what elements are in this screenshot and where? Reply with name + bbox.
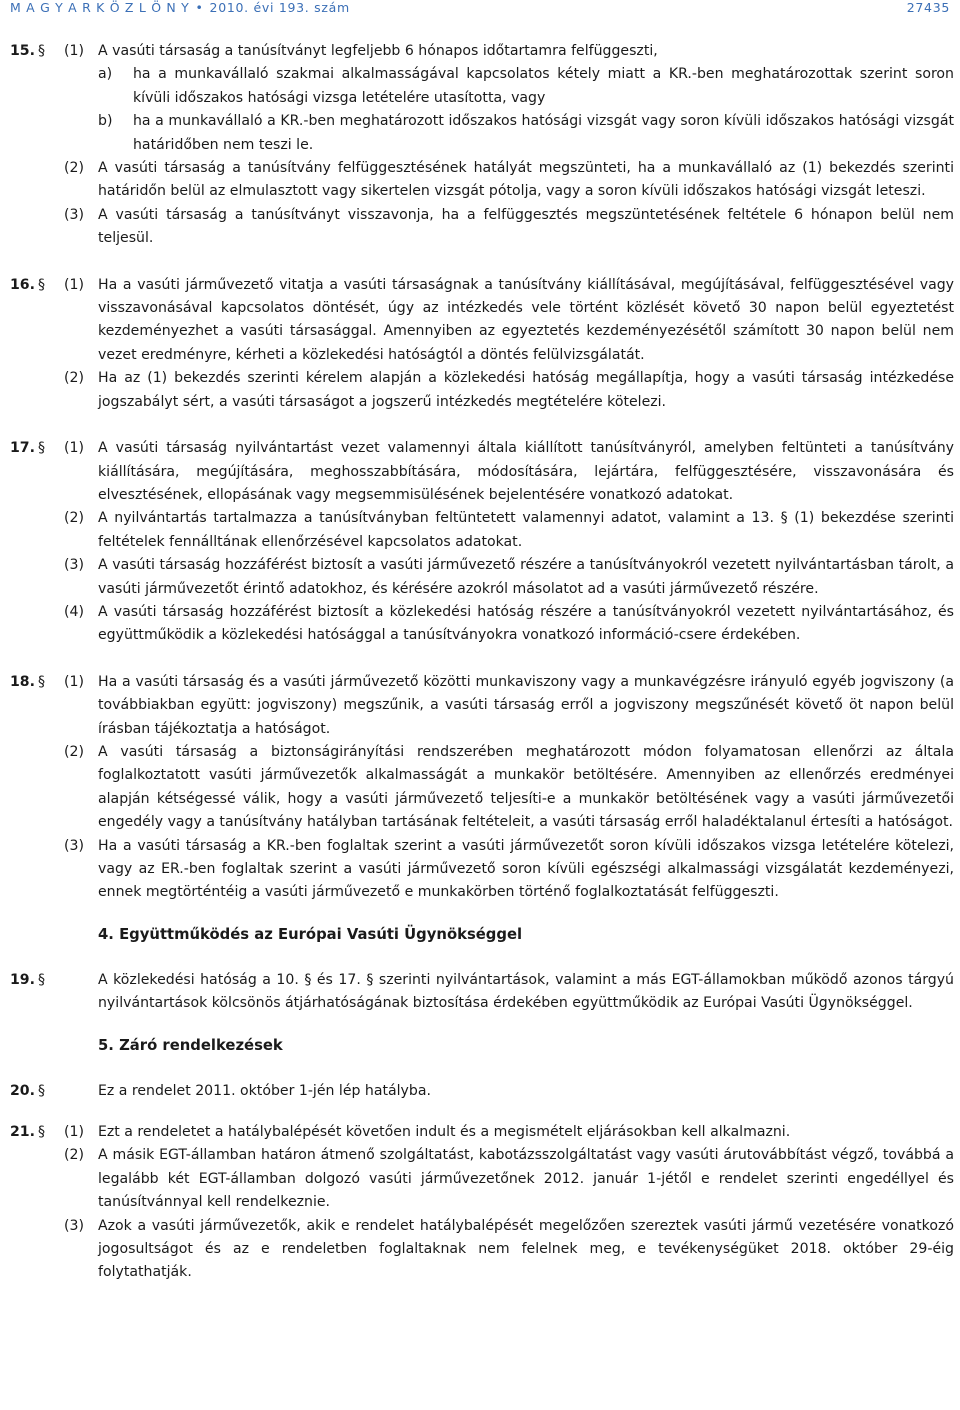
section-19 [10,969,954,1016]
paragraph-number: (3) [64,206,84,223]
point-label: b) [98,113,113,130]
paragraph-2 [64,507,954,554]
paragraph-1 [64,1121,954,1144]
issue-number: 2010. évi 193. szám [209,0,350,15]
paragraph-number: (4) [64,603,84,620]
paragraph-text: Ezt a rendeletet a hatálybalépését követően indult és a megismételt eljárásokban kell alkalmazni. [98,1124,791,1141]
paragraph-text: Ha az (1) bekezdés szerinti kérelem alapján a közlekedési hatóság megállapítja, hogy a vasúti társaság intézkedése jogszabályt sért, a vasúti társaságot a jogszerű intézkedés megtételére kötelezi. [98,370,954,410]
paragraph-text: Ha a vasúti társaság és a vasúti járművezető közötti munkaviszony vagy a munkavégzésre irányuló egyéb jogviszony (a továbbiakban együtt: jogviszony) megszűnik, a vasúti társaság erről a jogviszony megszűnését követő öt napon belül írásban tájékoztatja a hatóságot. [98,673,954,737]
section-mark: § [38,440,46,457]
section-mark: § [38,1082,46,1099]
paragraph-1 [64,671,954,741]
point-label: a) [98,66,113,83]
section-mark: § [38,276,46,293]
section-number: 17. [10,440,35,457]
paragraph-text: A vasúti társaság a tanúsítvány felfüggesztésének hatályát megszünteti, ha a munkavállaló az (1) bekezdés szerinti határidőn belül az elmulasztott vagy sikertelen vizsgát pótolja, vagy a soron kívüli időszakos hatósági vizsgát leteszi. [98,160,954,200]
section-number: 21. [10,1124,35,1141]
paragraph-2 [64,367,954,414]
section-text: A közlekedési hatóság a 10. § és 17. § szerinti nyilvántartások, valamint a más EGT-államokban működő azonos tárgyú nyilvántartások kölcsönös átjárhatóságának biztosítása érdekében együttműködik az Európai Vasúti Ügynökséggel. [98,971,954,1012]
paragraph-1 [64,437,954,507]
paragraph-text: A vasúti társaság hozzáférést biztosít a vasúti járművezető részére a tanúsítványokról vezetett nyilvántartásban tárolt, a vasúti járművezetőt érintő adatokhoz, és kérésére azokról másolatot ad a vasúti járművezető részére. [98,557,954,597]
point-text: ha a munkavállaló a KR.-ben meghatározott időszakos hatósági vizsgát vagy soron kívüli időszakos hatósági vizsgát határidőben nem teszi le. [133,113,954,153]
section-15 [10,40,954,251]
separator-dot: • [195,0,204,15]
paragraph-text: A vasúti társaság nyilvántartást vezet valamennyi általa kiállított tanúsítványról, amelyben feltünteti a tanúsítvány kiállítására, megújítására, meghosszabbítására, módosítására, lejártára, felfüggesztésére, visszavonására és elvesztésének, ellopásának vagy megsemmisülésének bejelentésére vonatkozó adatokat. [98,440,954,503]
section-mark: § [38,971,46,988]
paragraph-number: (1) [64,276,84,293]
point-text: ha a munkavállaló szakmai alkalmasságával kapcsolatos kétely miatt a KR.-ben meghatározottak szerint soron kívüli időszakos hatósági vizsga letételére utasította, vagy [133,66,954,106]
paragraph-number: (3) [64,557,84,574]
journal-title: M A G Y A R K Ö Z L Ö N Y [10,0,190,15]
section-21 [10,1121,954,1285]
section-mark: § [38,43,46,59]
paragraph-text: A vasúti társaság hozzáférést biztosít a közlekedési hatóság részére a tanúsítványokról vezetett nyilvántartásához, és együttműködik a közlekedési hatósággal a tanúsítványokra vonatkozó információ-csere érdekében. [98,603,954,644]
paragraph-3 [64,204,954,251]
paragraph-text: A vasúti társaság a biztonságirányítási rendszerében meghatározott módon folyamatosan ellenőrzi az általa foglalkoztatott vasúti járművezetők alkalmasságát a munkakör betöltésére. Amennyiben az ellenőrzés eredményei alapján kétségessé válik, hogy a vasúti járművezető teljesíti-e a munkakör betöltésének vagy a vasúti járművezetői engedély vagy a tanúsítvány hatályban tartásának feltételeit, a vasúti társaság erről haladéktalanul értesíti a hatóságot. [98,743,954,831]
paragraph-text: A vasúti társaság a tanúsítványt visszavonja, ha a felfüggesztés megszüntetésének feltétele 6 hónapon belül nem teljesül. [98,206,954,247]
section-number: 20. [10,1082,35,1099]
paragraph-number: (2) [64,510,84,527]
journal-info [10,0,350,15]
chapter-heading-4: 4. Együttműködés az Európai Vasúti Ügynökséggel [98,925,523,943]
paragraph-number: (2) [64,370,84,387]
section-number: 18. [10,673,35,690]
paragraph-text: A vasúti társaság a tanúsítványt legfeljebb 6 hónapos időtartamra felfüggeszti, [98,43,658,59]
section-number: 15. [10,43,35,59]
paragraph-2 [64,157,954,204]
paragraph-number: (2) [64,1147,84,1164]
paragraph-text: Ha a vasúti társaság a KR.-ben foglaltak szerint a vasúti járművezetőt soron kívüli időszakos vizsga letételére kötelezi, vagy az ER.-ben foglaltak szerint a vasúti járművezető soron kívüli egészségi alkalmassági vizsgálatát kezdeményezi, ennek megtörténtéig a vasúti járművezető e munkakörben történő foglalkoztatását felfüggeszti. [98,837,954,901]
paragraph-1 [64,274,954,368]
section-20 [10,1080,954,1103]
page-header [10,0,950,22]
paragraph-1 [64,40,954,157]
paragraph-3 [64,554,954,601]
chapter-heading-5: 5. Záró rendelkezések [98,1036,283,1054]
paragraph-2 [64,1144,954,1214]
page-number: 27435 [906,0,950,15]
section-mark: § [38,1124,46,1141]
document-body [10,40,954,1308]
paragraph-3 [64,1215,954,1285]
paragraph-number: (1) [64,673,84,690]
paragraph-text: A nyilvántartás tartalmazza a tanúsítványban feltüntetett valamennyi adatot, valamint a 13. § (1) bekezdése szerinti feltételek fennálltának ellenőrzésével kapcsolatos adatokat. [98,510,954,550]
section-17 [10,437,954,648]
paragraph-number: (2) [64,160,84,177]
paragraph-number: (1) [64,43,84,59]
section-number: 19. [10,971,35,988]
section-mark: § [38,673,46,690]
paragraph-text: Ha a vasúti járművezető vitatja a vasúti társaságnak a tanúsítvány kiállításával, megújításával, felfüggesztésével vagy visszavonásával kapcsolatos döntését, úgy az intézkedés vele történt közlését követő 30 napon belül egyeztetést kezdeményezhet a vasúti társasággal. Amennyiben az egyeztetés kezdeményezésétől számított 30 napon belül nem vezet eredményre, kérheti a közlekedési hatóságtól a döntés felülvizsgálatát. [98,276,954,363]
paragraph-text: Azok a vasúti járművezetők, akik e rendelet hatálybalépését megelőzően szereztek vasúti jármű vezetésére vonatkozó jogosultságot és az e rendeletben foglaltaknak nem felelnek meg, e tevékenységüket 2018. október 29-éig folytathatják. [98,1217,954,1281]
point-b [98,110,954,157]
paragraph-number: (3) [64,837,84,854]
section-text: Ez a rendelet 2011. október 1-jén lép hatályba. [98,1082,431,1099]
paragraph-number: (2) [64,743,84,760]
paragraph-number: (3) [64,1217,84,1234]
paragraph-2 [64,741,954,835]
paragraph-text: A másik EGT-államban határon átmenő szolgáltatást, kabotázsszolgáltatást vagy vasúti árutovábbítást végző, továbbá a legalább két EGT-államban dolgozó vasúti járművezetőnek 2012. január 1-jétől e rendelet szerinti engedéllyel és tanúsítvánnyal kell rendelkeznie. [98,1147,954,1211]
paragraph-number: (1) [64,1124,84,1141]
paragraph-3 [64,835,954,905]
section-18 [10,671,954,905]
section-number: 16. [10,276,35,293]
section-16 [10,274,954,414]
paragraph-number: (1) [64,440,84,457]
paragraph-4 [64,601,954,648]
point-a [98,63,954,110]
